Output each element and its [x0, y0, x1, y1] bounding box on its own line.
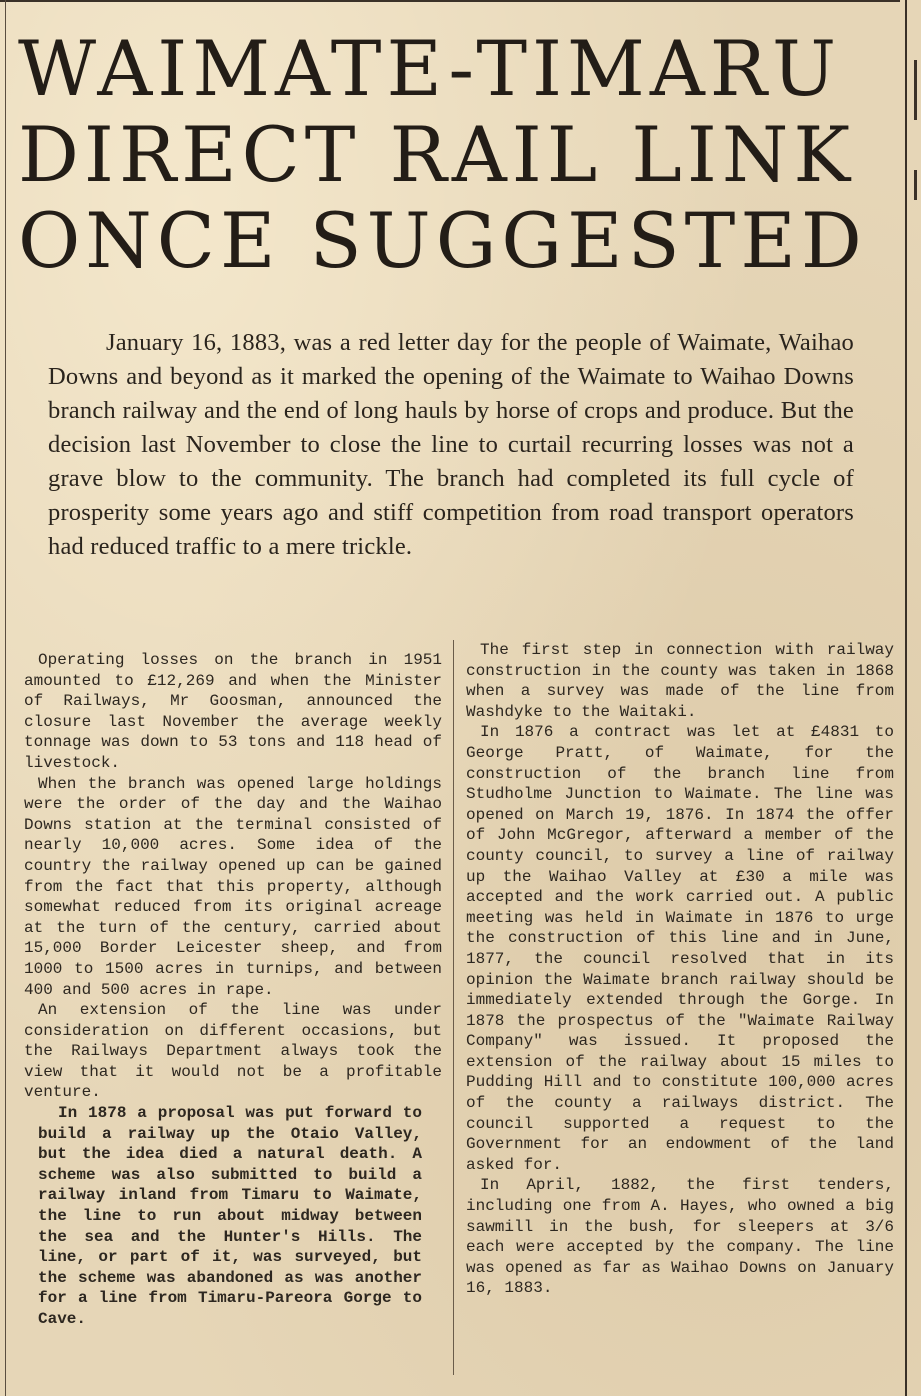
left-border-rule	[5, 0, 6, 1396]
headline-line-1: WAIMATE-TIMARU	[18, 24, 842, 113]
right-edge-mark-lower	[914, 170, 917, 200]
left-paragraph-4-bold: In 1878 a proposal was put forward to build a railway up the Otaio Valley, but the idea died a natural death. A scheme was also submitted to build a railway inland from Timaru to Waimate, the line to run about midway between the sea and the Hunter's Hills. The line, or part of it, was surveyed, but the scheme was abandoned as was another for a line from Timaru-Pareora Gorge to Cave.	[38, 1104, 422, 1328]
headline	[18, 26, 898, 284]
right-paragraph-3: In April, 1882, the first tenders, including one from A. Hayes, who owned a big sawmill in the bush, for sleepers at 3/6 each were accepted by the company. The line was opened as far as Waihao Downs on January 16, 1883.	[466, 1176, 894, 1298]
left-column	[24, 650, 442, 1330]
right-edge-mark	[914, 60, 917, 120]
left-paragraph-1: Operating losses on the branch in 1951 amounted to £12,269 and when the Minister of Railways, Mr Goosman, announced the closure last November the average weekly tonnage was down to 53 tons and 118 head of livestock.	[24, 651, 442, 772]
column-divider	[453, 640, 454, 1375]
right-paragraph-1: The first step in connection with railway construction in the county was taken in 1868 when a survey was made of the line from Washdyke to the Waitaki.	[466, 641, 894, 721]
intro-paragraph: January 16, 1883, was a red letter day for the people of Waimate, Waihao Downs and beyond as it marked the opening of the Waimate to Waihao Downs branch railway and the end of long hauls by horse of crops and produce. But the decision last November to close the line to curtail recurring losses was not a grave blow to the community. The branch had completed its full cycle of prosperity some years ago and stiff competition from road transport operators had reduced traffic to a mere trickle.	[48, 329, 854, 560]
top-border-rule	[0, 0, 900, 2]
right-border-rule	[905, 0, 907, 1396]
right-paragraph-2: In 1876 a contract was let at £4831 to George Pratt, of Waimate, for the construction of the branch line from Studholme Junction to Waimate. The line was opened on March 19, 1876. In 1874 the offer of John McGregor, afterward a member of the county council, to survey a line of railway up the Waihao Valley at £30 a mile was accepted and the work carried out. A public meeting was held in Waimate in 1876 to urge the construction of this line and in June, 1877, the council resolved that in its opinion the Waimate branch railway should be immediately extended through the Gorge. In 1878 the prospectus of the "Waimate Railway Company" was issued. It proposed the extension of the railway about 15 miles to Pudding Hill and to constitute 100,000 acres of the county a railways district. The council supported a request to the Government for an endowment of the land asked for.	[466, 723, 894, 1174]
headline-line-2: DIRECT RAIL LINK	[18, 110, 856, 199]
left-paragraph-3: An extension of the line was under consideration on different occasions, but the Railways Department always took the view that it would not be a profitable venture.	[24, 1001, 442, 1102]
headline-line-3: ONCE SUGGESTED	[18, 196, 867, 285]
right-column	[466, 640, 894, 1299]
left-paragraph-2: When the branch was opened large holdings were the order of the day and the Waihao Downs station at the terminal consisted of nearly 10,000 acres. Some idea of the country the railway opened up can be gained from the fact that this property, although somewhat reduced from its original acreage at the turn of the century, carried about 15,000 Border Leicester sheep, and from 1000 to 1500 acres in turnips, and between 400 and 500 acres in rape.	[24, 774, 442, 999]
